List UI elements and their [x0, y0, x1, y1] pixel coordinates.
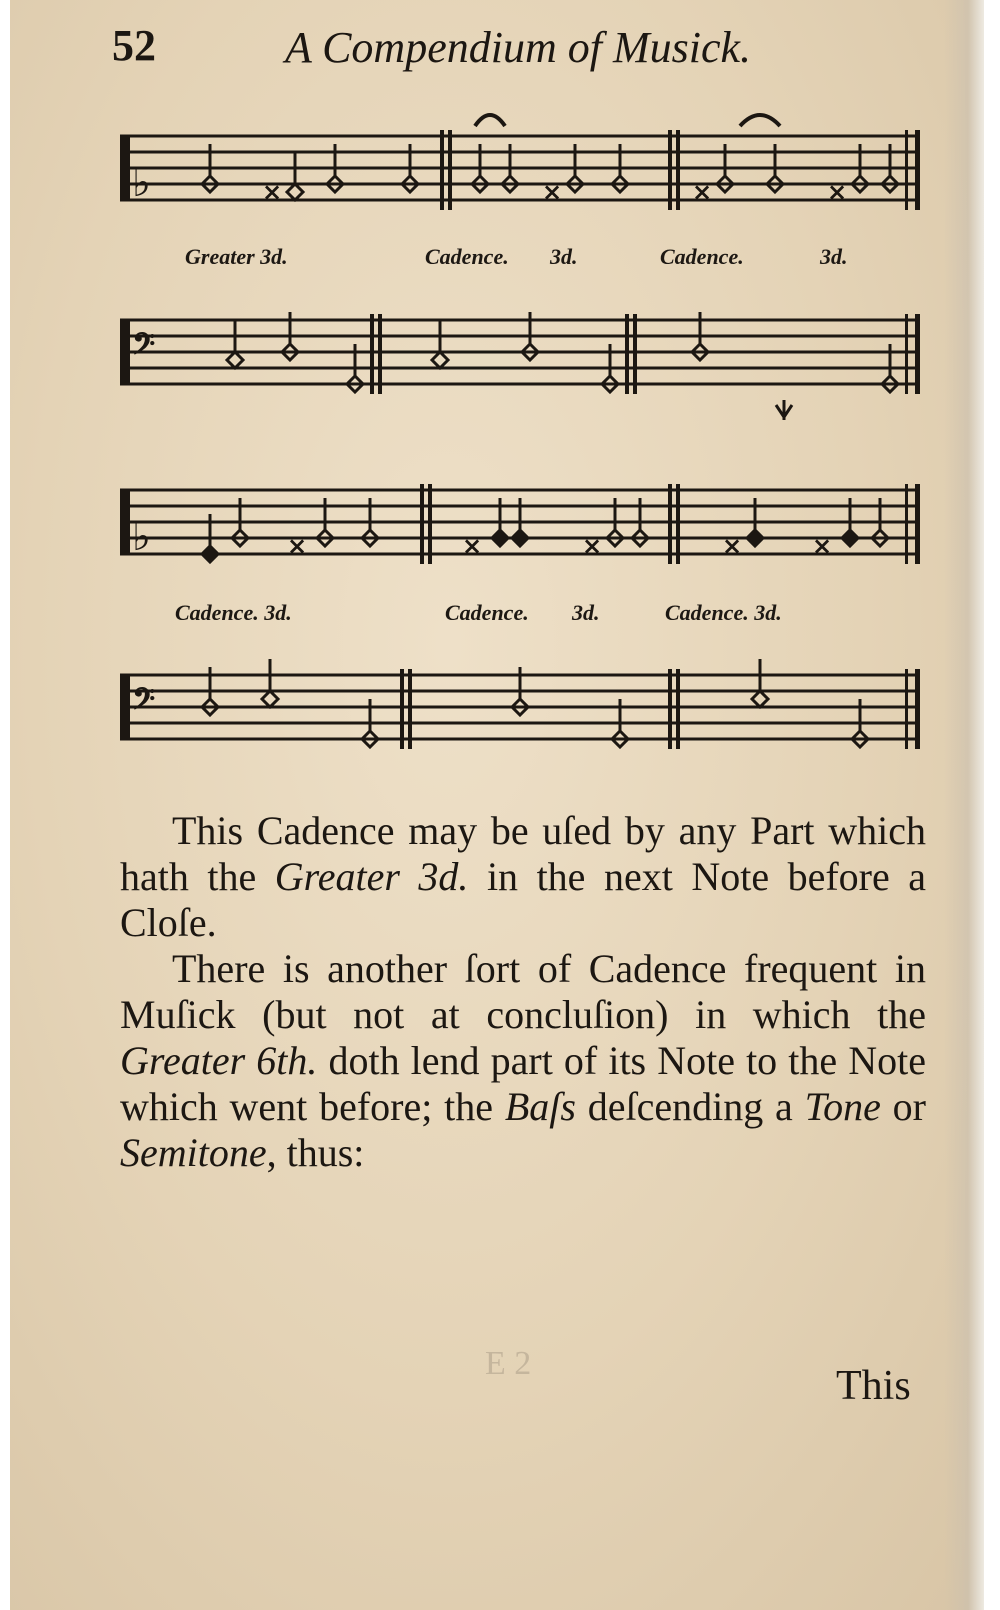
- cadence-label: Cadence. 3d.: [665, 600, 782, 625]
- music-staff-treble-2: [120, 470, 920, 580]
- note-head: [202, 546, 218, 562]
- svg-text:♭: ♭: [132, 159, 151, 206]
- catchword: This: [836, 1363, 911, 1409]
- note-head: [842, 530, 858, 546]
- sharp-mark: ×: [262, 178, 283, 206]
- cadence-label: Greater 3d.: [185, 244, 288, 269]
- music-staff-bass-2: [120, 655, 920, 765]
- sharp-mark: ×: [692, 178, 713, 206]
- paragraph-1: This Cadence may be uſed by any Part which hath the Greater 3d. in the next Note before a Cloſe.: [120, 808, 927, 945]
- paragraph-2: There is another ſort of Cadence frequent in Muſick (but not at concluſion) in which the Greater 6th. doth lend part of its Note to the Note which went before; the Baſs deſcending a Tone or Semitone, thus:: [120, 946, 927, 1175]
- sharp-mark: ×: [462, 532, 483, 560]
- cadence-label: Cadence.: [425, 244, 509, 269]
- cadence-label: 3d.: [572, 600, 600, 625]
- note-head: [747, 530, 763, 546]
- note-head: [752, 691, 768, 707]
- page-number: 52: [112, 21, 156, 70]
- running-title: A Compendium of Musick.: [285, 23, 752, 72]
- cadence-label: Cadence.: [445, 600, 529, 625]
- fermata-mark: [740, 115, 780, 126]
- music-staff-treble-1: [120, 100, 920, 220]
- sharp-mark: ×: [582, 532, 603, 560]
- book-page: [10, 0, 984, 1610]
- cadence-label: 3d.: [820, 244, 848, 269]
- note-head: [227, 352, 243, 368]
- svg-text:♭: ♭: [132, 513, 151, 560]
- sharp-mark: ×: [812, 532, 833, 560]
- svg-text:𝄢: 𝄢: [132, 682, 156, 724]
- cadence-label: 3d.: [550, 244, 578, 269]
- sharp-mark: ×: [542, 178, 563, 206]
- cadence-labels-row-1: [120, 244, 920, 284]
- body-text: [120, 808, 926, 1176]
- cadence-label: Cadence. 3d.: [175, 600, 292, 625]
- signature-mark: E 2: [485, 1345, 532, 1382]
- sharp-mark: [776, 400, 792, 420]
- note-head: [262, 691, 278, 707]
- note-head: [512, 530, 528, 546]
- music-staff-bass-1: [120, 300, 920, 430]
- page-header: [10, 18, 984, 78]
- svg-text:𝄢: 𝄢: [132, 327, 156, 369]
- sharp-mark: ×: [287, 532, 308, 560]
- note-head: [432, 352, 448, 368]
- note-head: [287, 184, 303, 200]
- cadence-label: Cadence.: [660, 244, 744, 269]
- note-head: [492, 530, 508, 546]
- cadence-labels-row-2: [120, 600, 920, 640]
- sharp-mark: ×: [827, 178, 848, 206]
- sharp-mark: ×: [722, 532, 743, 560]
- fermata-mark: [475, 115, 505, 126]
